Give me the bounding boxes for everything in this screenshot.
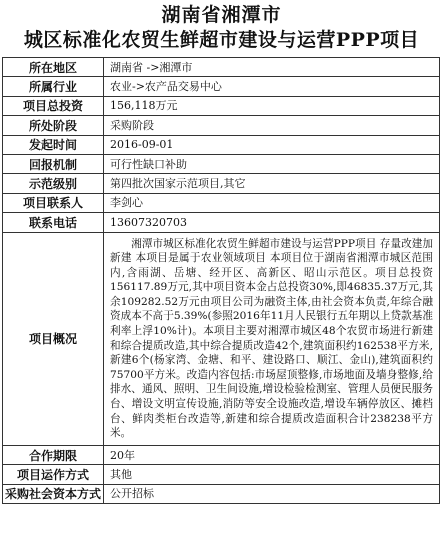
overview-label: 项目概况 [3, 232, 104, 445]
table-row [3, 465, 440, 484]
row-label: 合作期限 [3, 445, 104, 464]
row-label: 项目运作方式 [3, 465, 104, 484]
table-row [3, 116, 440, 135]
table-row [3, 58, 440, 77]
row-label: 示范级别 [3, 174, 104, 193]
page-title-line2: 城区标准化农贸生鲜超市建设与运营PPP项目 [23, 29, 420, 51]
row-value: 20年 [104, 445, 440, 464]
table-row [3, 135, 440, 154]
row-label: 项目总投资 [3, 96, 104, 115]
header [0, 0, 443, 58]
table-row [3, 96, 440, 115]
row-value: 公开招标 [104, 484, 440, 503]
row-value: 2016-09-01 [104, 135, 440, 154]
row-value: 采购阶段 [104, 116, 440, 135]
row-label: 所属行业 [3, 77, 104, 96]
page-title-line1: 湖南省湘潭市 [161, 4, 282, 26]
row-label: 回报机制 [3, 154, 104, 173]
row-value: 湖南省 ->湘潭市 [104, 58, 440, 77]
row-label: 联系电话 [3, 213, 104, 232]
table-row [3, 174, 440, 193]
row-value: 156,118万元 [104, 96, 440, 115]
row-value: 13607320703 [104, 213, 440, 232]
project-info-table [2, 57, 440, 504]
row-label: 所处阶段 [3, 116, 104, 135]
table-row [3, 484, 440, 503]
row-label: 采购社会资本方式 [3, 484, 104, 503]
overview-text: 湘潭市城区标准化农贸生鲜超市建设与运营PPP项目 存量改建加新建 本项目是属于农业领域项目 本项目位于湖南省湘潭市城区范围内,含雨湖、岳塘、经开区、高新区、昭山示范区。项目总投资156117.89万元,其中项目资本金占总投资30%,即46835.37万元,其余109282.52万元由项目公司为融资主体,由社会资本负责,年综合融资成本不高于5.39%(参照2016年11月人民银行五年期以上贷款基准利率上浮10%计)。本项目主要对湘潭市城区48个农贸市场进行新建和综合提质改造,其中综合提质改造42个,建筑面积约162538平方米,新建6个(杨家湾、金塘、和平、建设路口、顺江、金山),建筑面积约75700平方米。改造内容包括:市场屋顶整修,市场地面及墙身整修,给排水、通风、照明、卫生间设施,增设检验检测室、管理人员便民服务台、增设文明宣传设施,消防等安全设施改造,增设车辆停放区、摊档台、鲜肉类柜台改造等,新建和综合提质改造面积合计238238平方米。 [104, 232, 440, 445]
row-label: 发起时间 [3, 135, 104, 154]
row-value: 其他 [104, 465, 440, 484]
row-value: 农业->农产品交易中心 [104, 77, 440, 96]
table-row [3, 213, 440, 232]
row-value: 可行性缺口补助 [104, 154, 440, 173]
table-row [3, 193, 440, 212]
table-row [3, 154, 440, 173]
table-row [3, 77, 440, 96]
table-row-overview [3, 232, 440, 445]
row-value: 李剑心 [104, 193, 440, 212]
row-label: 项目联系人 [3, 193, 104, 212]
table-row [3, 445, 440, 464]
row-value: 第四批次国家示范项目,其它 [104, 174, 440, 193]
row-label: 所在地区 [3, 58, 104, 77]
